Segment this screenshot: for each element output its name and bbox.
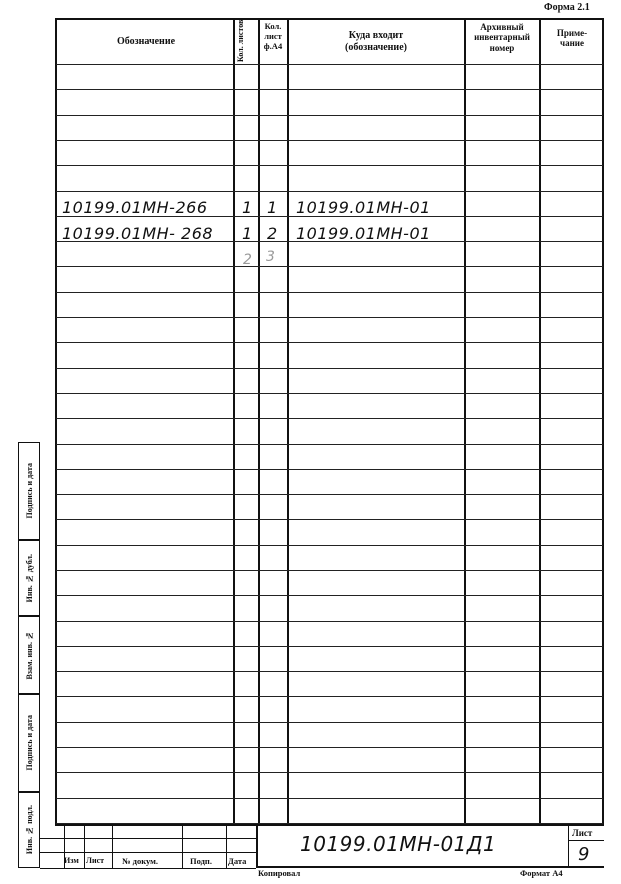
title-block-divider [112, 826, 113, 868]
table-row-line [56, 519, 603, 520]
table-row-line [56, 368, 603, 369]
table-row-line [56, 342, 603, 343]
title-block-line [40, 838, 256, 839]
table-row-line [56, 115, 603, 116]
table-row-line [56, 64, 603, 65]
col-divider [233, 18, 235, 824]
title-block-line [568, 840, 604, 841]
title-block-divider [568, 826, 569, 868]
side-label-inv-orig: Инв. № подл. [24, 805, 34, 855]
table-row-line [56, 444, 603, 445]
side-label-sign-date-2: Подпись и дата [24, 715, 34, 771]
side-label-inv-dup: Инв. № дубл. [24, 553, 34, 603]
table-row-line [56, 266, 603, 267]
table-row-line [56, 418, 603, 419]
footer-format: Формат А4 [520, 868, 563, 878]
header-archive-number: Архивный инвентарный номер [474, 22, 530, 53]
header-sheets-count: Кол. листов [236, 19, 245, 62]
table-row-line [56, 545, 603, 546]
col-divider [464, 18, 466, 824]
side-label-replace-inv: Взам. инв. № [24, 630, 34, 680]
entry-a4-pencil: 3 [266, 249, 276, 265]
title-block-divider [182, 826, 183, 868]
entry-designation: 10199.01МН- 268 [62, 224, 214, 243]
header-designation: Обозначение [116, 36, 176, 47]
table-row-line [56, 747, 603, 748]
table-row-line [56, 165, 603, 166]
title-block-line [40, 868, 256, 869]
header-used-in: Куда входит (обозначение) [345, 30, 407, 53]
table-row-line [56, 140, 603, 141]
table-row-line [56, 696, 603, 697]
table-row-line [56, 722, 603, 723]
title-block-divider [84, 826, 85, 868]
entry-used-in: 10199.01МН-01 [296, 224, 431, 243]
table-row-line [56, 621, 603, 622]
table-row-line [56, 646, 603, 647]
table-row-line [56, 469, 603, 470]
title-col-izm: Изм [64, 856, 79, 865]
entry-sheets: 1 [242, 224, 253, 243]
sheet-number: 9 [578, 844, 590, 865]
col-divider [287, 18, 289, 824]
side-label-sign-date: Подпись и дата [24, 463, 34, 519]
title-col-doc: № докум. [122, 856, 159, 866]
table-row-line [56, 595, 603, 596]
entry-used-in: 10199.01МН-01 [296, 198, 431, 217]
table-row-line [56, 393, 603, 394]
title-block-divider [226, 826, 227, 868]
document-code: 10199.01МН-01Д1 [300, 832, 497, 856]
table-row-line [56, 317, 603, 318]
col-divider [258, 18, 260, 824]
entry-sheets: 1 [242, 198, 253, 217]
table-row-line [56, 671, 603, 672]
table-row-line [56, 570, 603, 571]
table-row-line [56, 772, 603, 773]
header-note: Приме- чание [556, 28, 588, 49]
footer-copied: Копировал [258, 868, 301, 878]
title-block-divider [256, 826, 258, 868]
title-col-sign: Подп. [190, 856, 212, 866]
form-label: Форма 2.1 [544, 2, 590, 13]
header-sheets-a4: Кол. лист ф.А4 [263, 21, 283, 51]
col-divider [539, 18, 541, 824]
sheet-label: Лист [572, 828, 593, 838]
table-row-line [56, 823, 603, 824]
title-col-date: Дата [228, 856, 247, 866]
table-row-line [56, 89, 603, 90]
title-col-list: Лист [86, 856, 105, 865]
entry-designation: 10199.01МН-266 [62, 198, 208, 217]
entry-sheets-pencil: 2 [243, 252, 253, 268]
table-row-line [56, 798, 603, 799]
table-row-line [56, 494, 603, 495]
table-row-line [56, 191, 603, 192]
table-row-line [56, 292, 603, 293]
entry-a4: 2 [267, 224, 278, 243]
entry-a4: 1 [267, 198, 278, 217]
title-block-line [40, 852, 256, 853]
